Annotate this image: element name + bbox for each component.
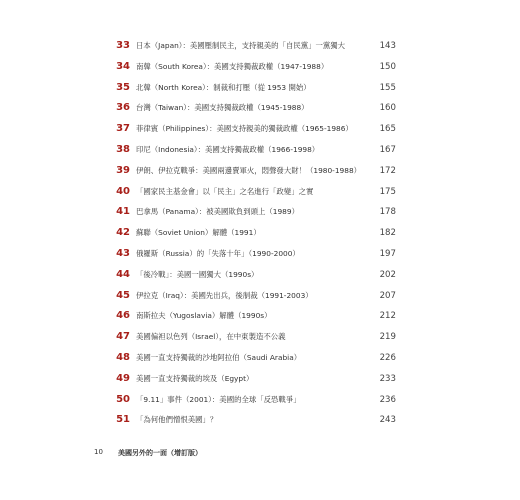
chapter-number: 49 bbox=[116, 372, 130, 384]
chapter-number: 44 bbox=[116, 268, 130, 280]
chapter-number: 35 bbox=[116, 81, 130, 93]
chapter-title: 南斯拉夫（Yugoslavia）解體（1990s） bbox=[136, 311, 272, 321]
page-number: 233 bbox=[379, 373, 396, 384]
chapter-title: 北韓（North Korea）：制裁和打壓（從 1953 開始） bbox=[136, 82, 311, 92]
chapter-number: 39 bbox=[116, 164, 130, 176]
page-number: 143 bbox=[379, 41, 396, 51]
chapter-title: 「9.11」事件（2001）：美國的全球「反恐戰爭」 bbox=[136, 394, 301, 404]
page-number: 167 bbox=[379, 144, 396, 155]
toc-entry[interactable] bbox=[112, 369, 396, 390]
chapter-number: 37 bbox=[116, 123, 130, 135]
toc-entry[interactable] bbox=[112, 327, 396, 348]
toc-entry[interactable] bbox=[112, 57, 396, 78]
footer-book-title: 美國另外的一面（增訂版） bbox=[118, 449, 202, 457]
toc-entry[interactable] bbox=[112, 182, 396, 203]
toc-entry[interactable] bbox=[112, 265, 396, 286]
toc-entry[interactable] bbox=[112, 119, 396, 140]
chapter-number: 47 bbox=[116, 331, 130, 343]
page-number: 212 bbox=[379, 311, 396, 322]
chapter-title: 美國一直支持獨裁的埃及（Egypt） bbox=[136, 373, 254, 383]
chapter-number: 46 bbox=[116, 310, 130, 322]
chapter-number: 41 bbox=[116, 206, 130, 218]
toc-entry[interactable] bbox=[112, 223, 396, 244]
chapter-number: 50 bbox=[116, 393, 130, 405]
chapter-title: 「國家民主基金會」以「民主」之名進行「政變」之實 bbox=[136, 186, 314, 196]
page-number: 226 bbox=[379, 352, 396, 363]
chapter-title: 美國一直支持獨裁的沙地阿拉伯（Saudi Arabia） bbox=[136, 352, 302, 362]
chapter-number: 34 bbox=[116, 60, 130, 72]
toc-entry[interactable] bbox=[112, 78, 396, 99]
chapter-number: 51 bbox=[116, 414, 130, 426]
toc-entry[interactable] bbox=[112, 348, 396, 369]
chapter-title: 美國偏袒以色列（Israel），在中東製造不公義 bbox=[136, 332, 286, 342]
page-number: 160 bbox=[379, 103, 396, 114]
toc-entry[interactable] bbox=[112, 306, 396, 327]
table-of-contents bbox=[112, 36, 396, 431]
toc-entry[interactable] bbox=[112, 202, 396, 223]
footer-page-number: 10 bbox=[94, 448, 103, 456]
chapter-number: 40 bbox=[116, 185, 130, 197]
chapter-number: 36 bbox=[116, 102, 130, 114]
page-number: 165 bbox=[379, 124, 396, 135]
chapter-title: 「後冷戰」：美國一國獨大（1990s） bbox=[136, 269, 259, 279]
page-number: 172 bbox=[379, 165, 396, 176]
chapter-number: 48 bbox=[116, 351, 130, 363]
chapter-title: 「為何他們憎恨美國」？ bbox=[136, 415, 218, 425]
toc-entry[interactable] bbox=[112, 98, 396, 119]
chapter-number: 43 bbox=[116, 247, 130, 259]
toc-entry[interactable] bbox=[112, 390, 396, 411]
page-number: 197 bbox=[379, 248, 396, 259]
page-number: 202 bbox=[379, 269, 396, 280]
chapter-title: 南韓（South Korea）：美國支持獨裁政權（1947-1988） bbox=[136, 61, 329, 71]
chapter-title: 台灣（Taiwan）：美國支持獨裁政權（1945-1988） bbox=[136, 103, 309, 113]
page-number: 236 bbox=[379, 394, 396, 405]
chapter-title: 伊拉克（Iraq）：美國先出兵，後制裁（1991-2003） bbox=[136, 290, 313, 300]
page-number: 178 bbox=[379, 207, 396, 218]
chapter-title: 俄羅斯（Russia）的「失落十年」（1990-2000） bbox=[136, 248, 300, 258]
chapter-title: 菲律賓（Philippines）：美國支持親美的獨裁政權（1965-1986） bbox=[136, 124, 353, 134]
toc-entry[interactable] bbox=[112, 140, 396, 161]
toc-entry[interactable] bbox=[112, 286, 396, 307]
toc-entry[interactable] bbox=[112, 36, 396, 57]
page-number: 207 bbox=[379, 290, 396, 301]
toc-entry[interactable] bbox=[112, 161, 396, 182]
chapter-number: 42 bbox=[116, 227, 130, 239]
chapter-title: 巴拿馬（Panama）：被美國欺負到頭上（1989） bbox=[136, 207, 299, 217]
chapter-title: 日本（Japan）：美國壓制民主，支持親美的「自民黨」一黨獨大 bbox=[136, 41, 346, 50]
toc-entry[interactable] bbox=[112, 244, 396, 265]
page-number: 175 bbox=[379, 186, 396, 197]
page-number: 219 bbox=[379, 332, 396, 343]
chapter-number: 38 bbox=[116, 143, 130, 155]
chapter-title: 伊朗、伊拉克戰爭：美國兩邊賣軍火，悶聲發大財！（1980-1988） bbox=[136, 165, 362, 175]
page-number: 243 bbox=[379, 415, 396, 426]
chapter-number: 45 bbox=[116, 289, 130, 301]
chapter-number: 33 bbox=[116, 40, 130, 51]
page-number: 150 bbox=[379, 61, 396, 72]
page-number: 155 bbox=[379, 82, 396, 93]
page-number: 182 bbox=[379, 228, 396, 239]
chapter-title: 印尼（Indonesia）：美國支持獨裁政權（1966-1998） bbox=[136, 144, 320, 154]
chapter-title: 蘇聯（Soviet Union）解體（1991） bbox=[136, 228, 261, 238]
toc-entry[interactable] bbox=[112, 410, 396, 431]
